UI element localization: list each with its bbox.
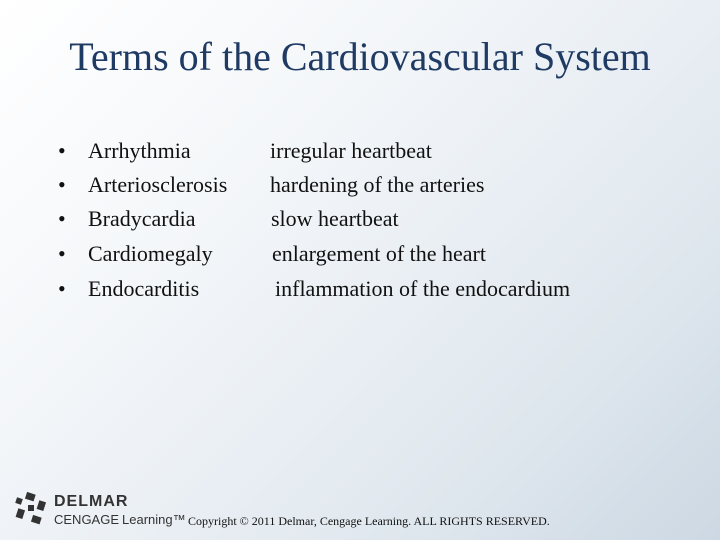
term-row <box>0 168 720 202</box>
bullet-icon: • <box>58 172 66 197</box>
term-definition: hardening of the arteries <box>270 172 485 197</box>
copyright-notice: Copyright © 2011 Delmar, Cengage Learning. ALL RIGHTS RESERVED. <box>188 514 550 528</box>
term-definition: slow heartbeat <box>271 206 399 231</box>
term-label: Endocarditis <box>88 276 200 301</box>
delmar-cengage-logo <box>12 490 192 530</box>
slide-title: Terms of the Cardiovascular System <box>69 34 651 79</box>
term-row <box>0 202 720 236</box>
bullet-icon: • <box>58 276 66 301</box>
term-definition: enlargement of the heart <box>272 241 486 266</box>
term-label: Arrhythmia <box>88 138 191 163</box>
term-definition: inflammation of the endocardium <box>275 276 571 301</box>
term-row <box>0 237 720 271</box>
logo-wordmark-bottom <box>54 512 186 527</box>
term-row <box>0 272 720 306</box>
term-label: Arteriosclerosis <box>88 172 228 197</box>
logo-learning: Learning <box>122 512 173 527</box>
delmar-pinwheel-icon <box>12 490 50 528</box>
bullet-icon: • <box>58 138 66 163</box>
logo-wordmark-top: DELMAR <box>54 493 129 510</box>
bullet-icon: • <box>58 241 66 266</box>
logo-trademark: ™ <box>172 512 186 527</box>
bullet-icon: • <box>58 206 66 231</box>
term-definition: irregular heartbeat <box>270 138 432 163</box>
term-label: Bradycardia <box>88 206 196 231</box>
term-label: Cardiomegaly <box>88 241 213 266</box>
logo-cengage: CENGAGE <box>54 512 120 527</box>
term-row <box>0 134 720 168</box>
